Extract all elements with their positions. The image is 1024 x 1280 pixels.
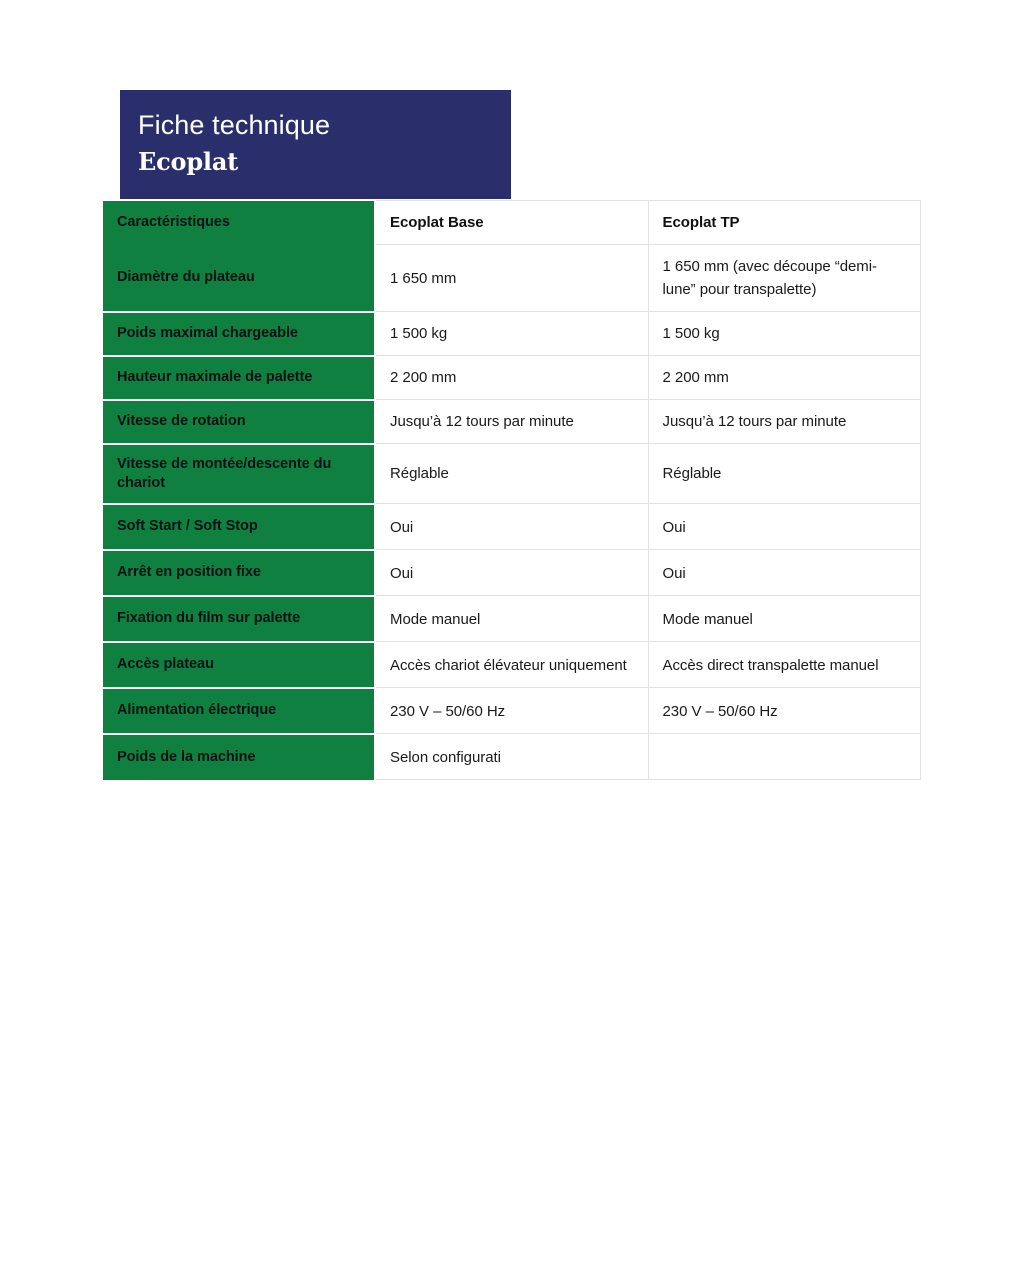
row-label-diametre-du-plateau: Diamètre du plateau [103,245,375,312]
table-row [103,444,920,504]
column-header-caracteristiques: Caractéristiques [103,201,375,245]
page-title: Fiche technique [138,110,331,140]
row-label-arret-en-position-fixe: Arrêt en position fixe [103,550,375,596]
row-label-hauteur-maximale-de-palette: Hauteur maximale de palette [103,356,375,400]
row-label-fixation-du-film-sur-palette: Fixation du film sur palette [103,596,375,642]
table-row [103,688,920,734]
row-label-acces-plateau: Accès plateau [103,642,375,688]
cell-tp-fixation-du-film-sur-palette: Mode manuel [648,596,920,642]
table-row [103,245,920,312]
cell-base-alimentation-electrique: 230 V – 50/60 Hz [375,688,648,734]
column-header-ecoplat-base: Ecoplat Base [375,201,648,245]
table-row [103,504,920,550]
cell-tp-soft-start-soft-stop: Oui [648,504,920,550]
cell-base-poids-de-la-machine: Selon configurati [375,734,648,780]
row-label-soft-start-soft-stop: Soft Start / Soft Stop [103,504,375,550]
cell-tp-vitesse-de-rotation: Jusqu’à 12 tours par minute [648,400,920,444]
cell-base-soft-start-soft-stop: Oui [375,504,648,550]
row-label-vitesse-de-montee-descente-du-chariot: Vitesse de montée/descente du chariot [103,444,375,504]
cell-base-diametre-du-plateau: 1 650 mm [375,245,648,312]
column-header-ecoplat-tp: Ecoplat TP [648,201,920,245]
cell-tp-acces-plateau: Accès direct transpalette manuel [648,642,920,688]
cell-base-hauteur-maximale-de-palette: 2 200 mm [375,356,648,400]
table-row [103,596,920,642]
cell-base-poids-maximal-chargeable: 1 500 kg [375,312,648,356]
cell-tp-poids-de-la-machine [648,734,920,780]
cell-base-fixation-du-film-sur-palette: Mode manuel [375,596,648,642]
table-row [103,312,920,356]
row-label-alimentation-electrique: Alimentation électrique [103,688,375,734]
cell-base-vitesse-de-rotation: Jusqu’à 12 tours par minute [375,400,648,444]
table-row [103,356,920,400]
product-name: Ecoplat [138,147,239,176]
cell-tp-hauteur-maximale-de-palette: 2 200 mm [648,356,920,400]
row-label-poids-de-la-machine: Poids de la machine [103,734,375,780]
cell-tp-alimentation-electrique: 230 V – 50/60 Hz [648,688,920,734]
cell-tp-poids-maximal-chargeable: 1 500 kg [648,312,920,356]
cell-base-acces-plateau: Accès chariot élévateur uniquement [375,642,648,688]
cell-base-arret-en-position-fixe: Oui [375,550,648,596]
cell-tp-vitesse-de-montee-descente-du-chariot: Réglable [648,444,920,504]
specification-table [103,200,921,780]
table-row [103,400,920,444]
table-row [103,734,920,780]
cell-tp-diametre-du-plateau: 1 650 mm (avec découpe “demi-lune” pour transpalette) [648,245,920,312]
row-label-poids-maximal-chargeable: Poids maximal chargeable [103,312,375,356]
cell-tp-arret-en-position-fixe: Oui [648,550,920,596]
cell-base-vitesse-de-montee-descente-du-chariot: Réglable [375,444,648,504]
fiche-technique-header-banner [120,90,511,199]
table-row [103,550,920,596]
row-label-vitesse-de-rotation: Vitesse de rotation [103,400,375,444]
table-row [103,642,920,688]
table-header-row [103,201,920,245]
